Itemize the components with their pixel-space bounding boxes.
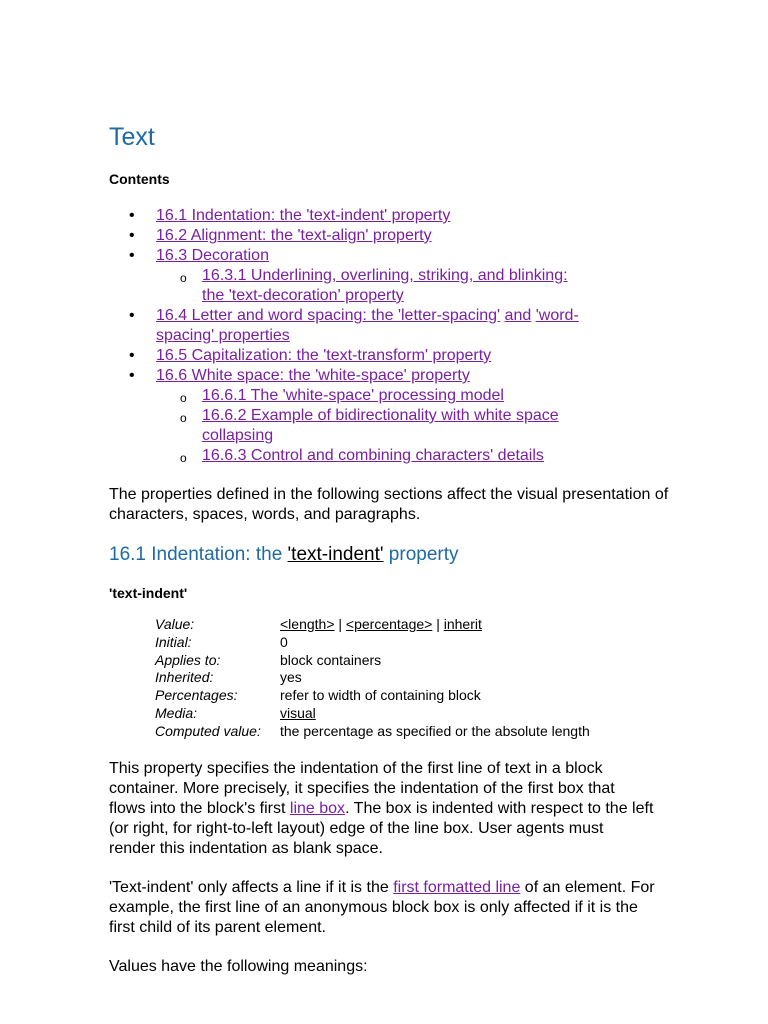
toc-item-16-3: [109, 246, 669, 306]
propdef-row-percentages: Percentages: refer to width of containing block: [155, 687, 481, 704]
toc-link-16-3[interactable]: 16.3 Decoration: [156, 247, 269, 264]
toc-link-16-6[interactable]: 16.6 White space: the 'white-space' property: [156, 367, 470, 384]
percentage-link[interactable]: <percentage>: [345, 616, 433, 632]
inherit-link[interactable]: inherit: [443, 616, 482, 632]
toc-item-16-2: [109, 226, 669, 246]
property-definition-table: [155, 616, 590, 741]
toc-item-16-6: [109, 366, 669, 466]
intro-paragraph: The properties defined in the following sections affect the visual presentation of characters, spaces, words, and paragraphs.: [109, 486, 669, 523]
section-heading-16-1: 16.1 Indentation: the 'text-indent' property: [109, 544, 459, 565]
toc-link-word-spacing[interactable]: 'word- spacing' properties: [156, 307, 579, 344]
toc-link-16-2[interactable]: 16.2 Alignment: the 'text-align' property: [156, 227, 432, 244]
line-box-link[interactable]: line box: [289, 800, 346, 817]
paragraph-first-formatted-line: 'Text-indent' only affects a line if it is the first formatted line of an element. For example, the first line of an anonymous block box is only affected if it is the first child of its parent element.: [109, 879, 655, 936]
toc-item-16-6-2: [156, 406, 669, 446]
paragraph-text-indent-description: This property specifies the indentation of the first line of text in a block container. More precisely, it specifies the indentation of the first box that flows into the block's first line box. The box is indented with respect to the left (or right, for right-to-left layout) edge of the line box. User agents must render this indentation as blank space.: [109, 760, 654, 857]
contents-heading: Contents: [109, 171, 170, 187]
propdef-row-inherited: Inherited: yes: [155, 669, 302, 686]
toc-link-16-3-1[interactable]: 16.3.1 Underlining, overlining, striking, and blinking: the 'text-decoration' property: [202, 267, 568, 304]
text-indent-heading-link[interactable]: 'text-indent': [287, 544, 384, 565]
property-name: 'text-indent': [109, 585, 188, 601]
toc-link-16-6-2[interactable]: 16.6.2 Example of bidirectionality with white space collapsing: [202, 407, 559, 444]
toc-link-and[interactable]: and: [504, 307, 532, 324]
length-link[interactable]: <length>: [280, 616, 335, 632]
propdef-row-computed: Computed value: the percentage as specified or the absolute length: [155, 722, 590, 739]
toc-link-16-6-1[interactable]: 16.6.1 The 'white-space' processing model: [202, 387, 504, 404]
visual-link[interactable]: visual: [280, 704, 316, 721]
page-title: Text: [109, 123, 155, 151]
toc-item-16-3-1: [156, 266, 669, 306]
toc-link-16-5[interactable]: 16.5 Capitalization: the 'text-transform' property: [156, 347, 492, 364]
propdef-row-initial: Initial: 0: [155, 633, 288, 650]
first-formatted-line-link[interactable]: first formatted line: [393, 879, 521, 896]
paragraph-values-intro: Values have the following meanings:: [109, 958, 368, 975]
toc-link-16-1[interactable]: 16.1 Indentation: the 'text-indent' property: [156, 207, 451, 224]
propdef-row-media: Media: visual: [155, 704, 316, 721]
toc-item-16-6-3: [156, 446, 669, 466]
toc-item-16-1: [109, 206, 669, 226]
toc-link-16-4[interactable]: 16.4 Letter and word spacing: the 'letter-spacing': [156, 307, 501, 324]
toc-item-16-5: [109, 346, 669, 366]
table-of-contents: [109, 206, 669, 466]
toc-item-16-4: [109, 306, 669, 346]
propdef-row-applies: Applies to: block containers: [155, 651, 382, 668]
toc-link-16-6-3[interactable]: 16.6.3 Control and combining characters' details: [202, 447, 544, 464]
toc-item-16-6-1: [156, 386, 669, 406]
propdef-row-value: Value: <length> | <percentage> | inherit: [155, 616, 482, 632]
